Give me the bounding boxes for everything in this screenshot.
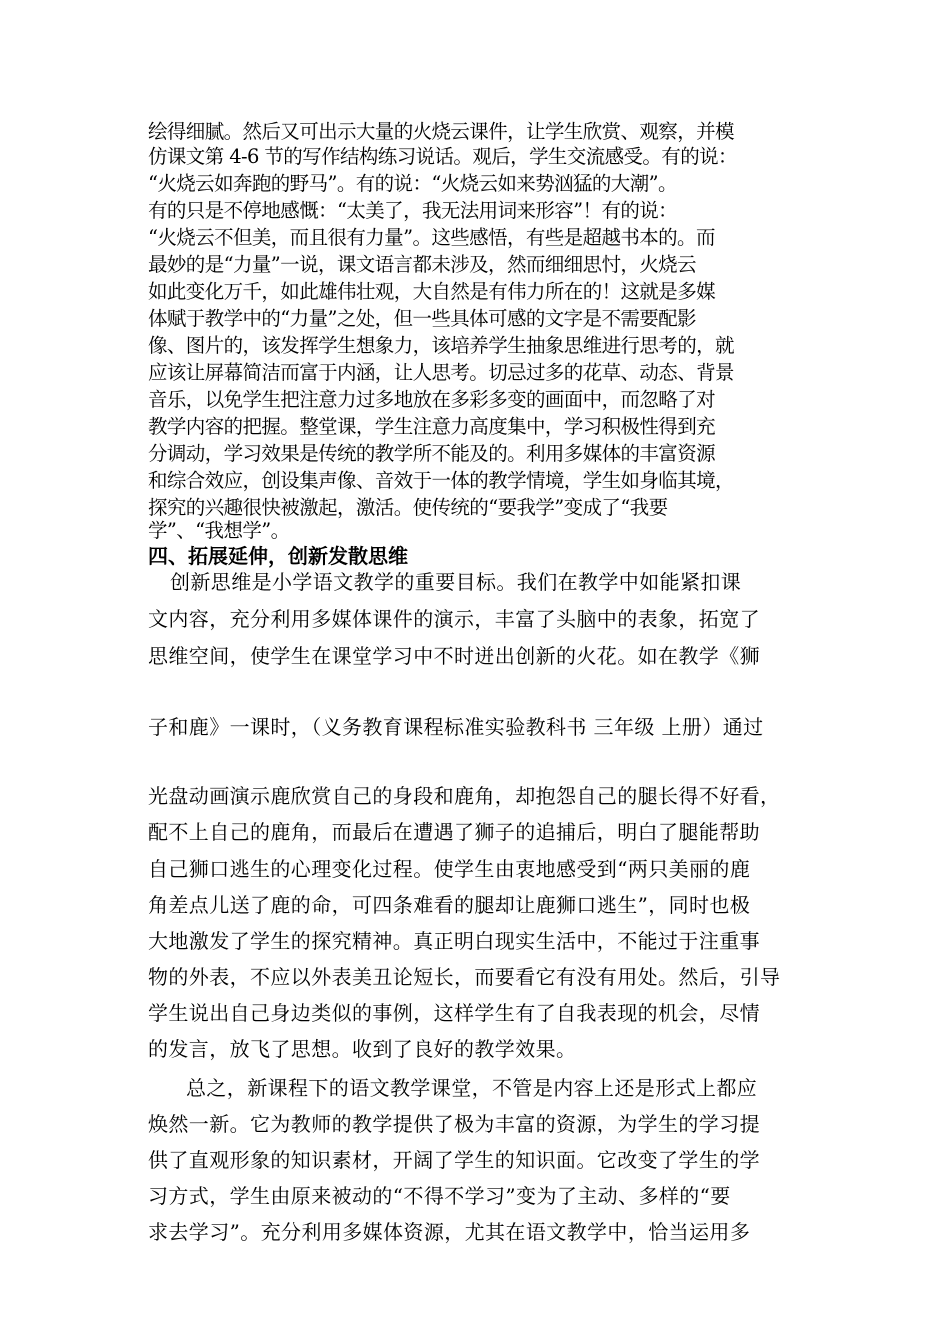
paragraph-line: 学”、“我想学”。 — [148, 519, 290, 542]
paragraph-line: 像、图片的，该发挥学生想象力，该培养学生抽象思维进行思考的，就 — [148, 334, 734, 357]
paragraph-line: 子和鹿》一课时，（义务教育课程标准实验教科书 三年级 上册）通过 — [148, 715, 764, 739]
paragraph-line: 绘得细腻。然后又可出示大量的火烧云课件，让学生欣赏、观察，并模 — [148, 120, 734, 143]
paragraph-line: 大地激发了学生的探究精神。真正明白现实生活中，不能过于注重事 — [148, 929, 760, 953]
paragraph-line: 总之，新课程下的语文教学课堂，不管是内容上还是形式上都应 — [186, 1076, 758, 1100]
paragraph-line: 创新思维是小学语文教学的重要目标。我们在教学中如能紧扣课 — [170, 570, 742, 594]
paragraph-line: 如此变化万千，如此雄伟壮观，大自然是有伟力所在的！这就是多媒 — [148, 280, 716, 303]
paragraph-line: 体赋于教学中的“力量”之处，但一些具体可感的文字是不需要配影 — [148, 307, 696, 330]
section-heading: 四、拓展延伸，创新发散思维 — [148, 544, 408, 568]
paragraph-line: “火烧云不但美，而且很有力量”。这些感悟，有些是超越书本的。而 — [148, 226, 715, 249]
paragraph-line: 角差点儿送了鹿的命，可四条难看的腿却让鹿狮口逃生”，同时也极 — [148, 893, 751, 917]
paragraph-line: 的发言，放飞了思想。收到了良好的教学效果。 — [148, 1037, 577, 1061]
paragraph-line: 文内容，充分利用多媒体课件的演示，丰富了头脑中的表象，拓宽了 — [148, 607, 760, 631]
paragraph-line: “火烧云如奔跑的野马”。有的说：“火烧云如来势汹猛的大潮”。 — [148, 172, 677, 195]
paragraph-line: 求去学习”。充分利用多媒体资源，尤其在语文教学中，恰当运用多 — [148, 1220, 751, 1244]
paragraph-line: 最妙的是“力量”一说，课文语言都未涉及，然而细细思忖，火烧云 — [148, 253, 696, 276]
paragraph-line: 学生说出自己身边类似的事例，这样学生有了自我表现的机会，尽情 — [148, 1001, 760, 1025]
paragraph-line: 探究的兴趣很快被激起，激活。使传统的“要我学”变成了“我要 — [148, 496, 668, 519]
paragraph-line: 和综合效应，创设集声像、音效于一体的教学情境，学生如身临其境， — [148, 469, 734, 492]
paragraph-line: 供了直观形象的知识素材，开阔了学生的知识面。它改变了学生的学 — [148, 1148, 760, 1172]
paragraph-line: 思维空间，使学生在课堂学习中不时迸出创新的火花。如在教学《狮 — [148, 644, 760, 668]
paragraph-line: 教学内容的把握。整堂课，学生注意力高度集中，学习积极性得到充 — [148, 415, 716, 438]
paragraph-line: 习方式，学生由原来被动的“不得不学习”变为了主动、多样的“要 — [148, 1184, 731, 1208]
paragraph-line: 仿课文第 4-6 节的写作结构练习说话。观后，学生交流感受。有的说： — [148, 145, 737, 168]
paragraph-line: 焕然一新。它为教师的教学提供了极为丰富的资源，为学生的学习提 — [148, 1112, 760, 1136]
paragraph-line: 有的只是不停地感慨：“太美了，我无法用词来形容”！有的说： — [148, 199, 678, 222]
paragraph-line: 配不上自己的鹿角，而最后在遭遇了狮子的追捕后，明白了腿能帮助 — [148, 820, 760, 844]
paragraph-line: 应该让屏幕简洁而富于内涵，让人思考。切忌过多的花草、动态、背景 — [148, 361, 734, 384]
paragraph-line: 分调动，学习效果是传统的教学所不能及的。利用多媒体的丰富资源 — [148, 442, 716, 465]
paragraph-line: 自己狮口逃生的心理变化过程。使学生由衷地感受到“两只美丽的鹿 — [148, 857, 751, 881]
paragraph-line: 光盘动画演示鹿欣赏自己的身段和鹿角，却抱怨自己的腿长得不好看， — [148, 784, 781, 808]
paragraph-line: 物的外表，不应以外表美丑论短长，而要看它有没有用处。然后，引导 — [148, 965, 781, 989]
paragraph-line: 音乐，以免学生把注意力过多地放在多彩多变的画面中，而忽略了对 — [148, 388, 716, 411]
